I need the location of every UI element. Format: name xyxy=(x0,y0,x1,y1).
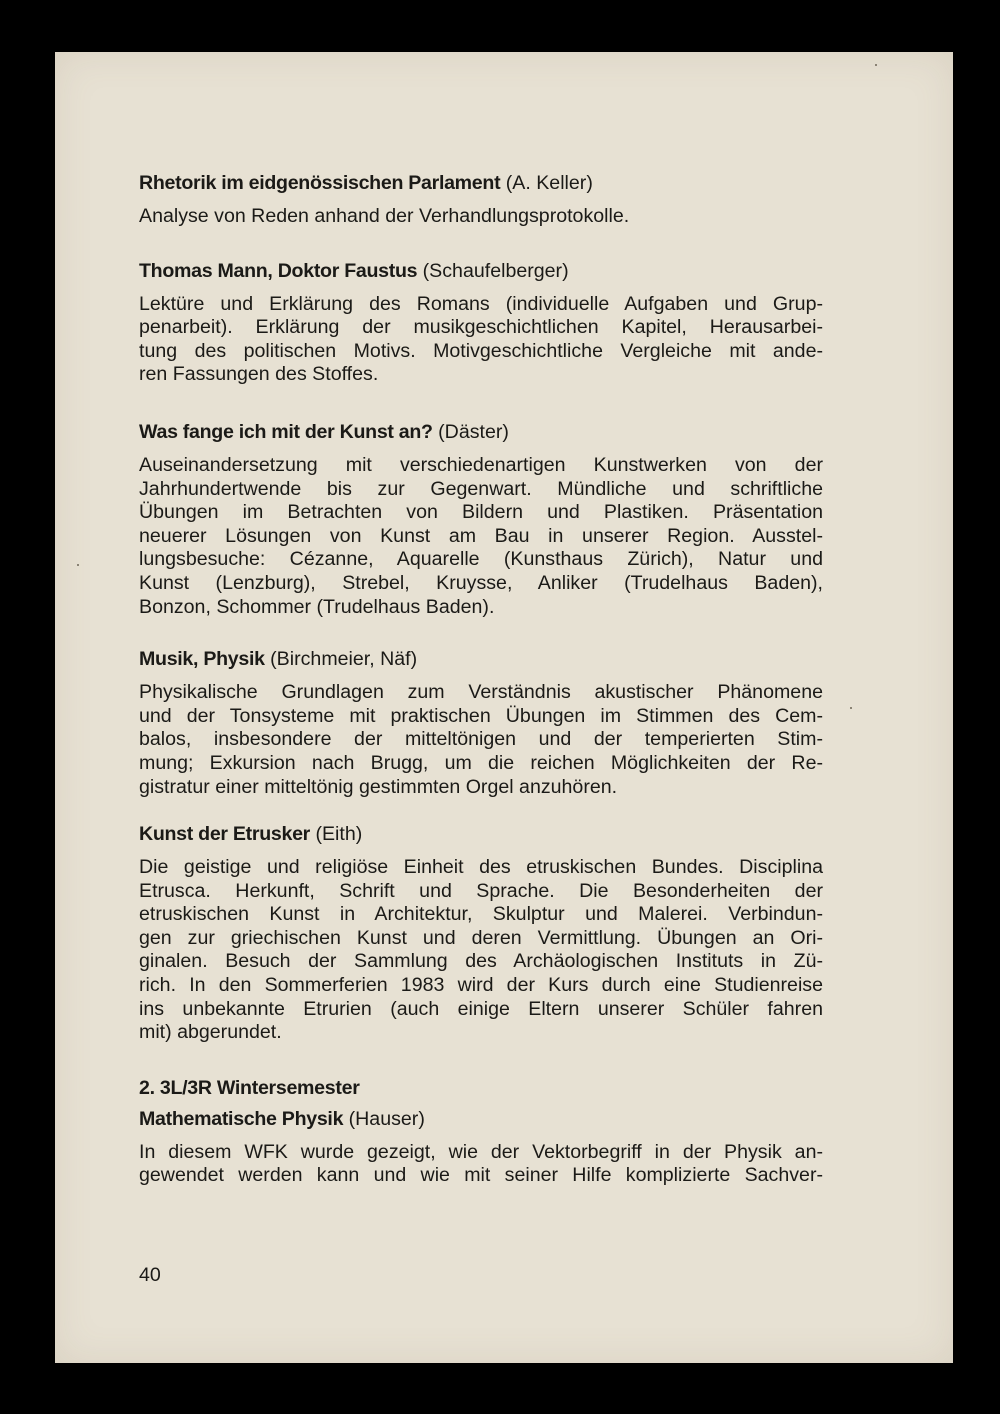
course-title: Kunst der Etrusker xyxy=(139,823,310,846)
course-description xyxy=(139,205,823,229)
text-line: Kunst (Lenzburg), Strebel, Kruysse, Anliker (Trudelhaus Baden), xyxy=(139,571,823,594)
course-heading xyxy=(139,170,823,196)
course-teacher: (Birchmeier, Näf) xyxy=(264,648,418,671)
text-line: Bonzon, Schommer (Trudelhaus Baden). xyxy=(139,595,495,618)
text-line: ginalen. Besuch der Sammlung des Archäologischen Instituts in Zü- xyxy=(139,950,823,973)
course-description xyxy=(139,681,823,799)
text-line: gen zur griechischen Kunst und deren Vermittlung. Übungen an Ori- xyxy=(139,926,823,949)
text-line: ren Fassungen des Stoffes. xyxy=(139,363,379,386)
course-title: Was fange ich mit der Kunst an? xyxy=(139,420,433,443)
scanned-page xyxy=(55,52,953,1363)
text-line: Etrusca. Herkunft, Schrift und Sprache. Die Besonderheiten der xyxy=(139,879,823,902)
text-line: mit) abgerundet. xyxy=(139,1021,282,1044)
course-heading xyxy=(139,1106,823,1132)
text-line: Analyse von Reden anhand der Verhandlungsprotokolle. xyxy=(139,205,630,227)
course-section xyxy=(139,1106,823,1188)
page-number: 40 xyxy=(139,1264,161,1286)
text-line: etruskischen Kunst in Architektur, Skulptur und Malerei. Verbindun- xyxy=(139,903,823,926)
course-title: Mathematische Physik xyxy=(139,1107,344,1130)
course-section xyxy=(139,821,823,1045)
text-line: und der Tonsysteme mit praktischen Übungen im Stimmen des Cem- xyxy=(139,704,823,727)
text-line: Jahrhundertwende bis zur Gegenwart. Mündliche und schriftliche xyxy=(139,477,823,500)
course-section xyxy=(139,170,823,229)
course-description xyxy=(139,454,823,619)
course-section xyxy=(139,419,823,619)
course-description xyxy=(139,293,823,387)
semester-heading: 2. 3L/3R Wintersemester xyxy=(139,1076,360,1099)
text-line: Übungen im Betrachten von Bildern und Plastiken. Präsentation xyxy=(139,501,823,524)
course-teacher: (Eith) xyxy=(310,823,363,846)
scan-speck xyxy=(850,707,852,709)
text-line: tung des politischen Motivs. Motivgeschichtliche Vergleiche mit ande- xyxy=(139,339,823,362)
text-line: gewendet werden kann und wie mit seiner Hilfe komplizierte Sachver- xyxy=(139,1164,823,1187)
text-line: Die geistige und religiöse Einheit des etruskischen Bundes. Disciplina xyxy=(139,856,823,879)
text-line: ins unbekannte Etrurien (auch einige Eltern unserer Schüler fahren xyxy=(139,997,823,1020)
text-line: gistratur einer mitteltönig gestimmten Orgel anzuhören. xyxy=(139,775,618,798)
course-title: Rhetorik im eidgenössischen Parlament xyxy=(139,172,501,194)
scan-speck xyxy=(77,564,79,566)
course-heading xyxy=(139,258,823,284)
text-line: penarbeit). Erklärung der musikgeschichtlichen Kapitel, Herausarbei- xyxy=(139,316,823,339)
text-line: In diesem WFK wurde gezeigt, wie der Vektorbegriff in der Physik an- xyxy=(139,1140,823,1163)
course-section xyxy=(139,258,823,387)
text-line: Lektüre und Erklärung des Romans (individuelle Aufgaben und Grup- xyxy=(139,292,823,315)
text-line: Auseinandersetzung mit verschiedenartigen Kunstwerken von der xyxy=(139,453,823,476)
text-line: mung; Exkursion nach Brugg, um die reichen Möglichkeiten der Re- xyxy=(139,751,823,774)
text-line: rich. In den Sommerferien 1983 wird der Kurs durch eine Studienreise xyxy=(139,974,823,997)
course-description xyxy=(139,1141,823,1188)
text-line: neuerer Lösungen von Kunst am Bau in unserer Region. Ausstel- xyxy=(139,524,823,547)
course-heading xyxy=(139,821,823,847)
text-line: Physikalische Grundlagen zum Verständnis akustischer Phänomene xyxy=(139,681,823,704)
page-content xyxy=(139,170,823,1188)
course-teacher: (Däster) xyxy=(432,420,509,443)
text-line: lungsbesuche: Cézanne, Aquarelle (Kunsthaus Zürich), Natur und xyxy=(139,548,823,571)
course-heading xyxy=(139,419,823,445)
course-description xyxy=(139,856,823,1045)
text-line: balos, insbesondere der mitteltönigen und der temperierten Stim- xyxy=(139,728,823,751)
course-teacher: (A. Keller) xyxy=(500,172,593,194)
course-teacher: (Hauser) xyxy=(343,1107,425,1130)
course-heading xyxy=(139,646,823,672)
course-title: Thomas Mann, Doktor Faustus xyxy=(139,259,418,282)
scan-speck xyxy=(875,64,877,66)
course-title: Musik, Physik xyxy=(139,648,265,671)
course-section xyxy=(139,646,823,799)
course-teacher: (Schaufelberger) xyxy=(417,259,569,282)
